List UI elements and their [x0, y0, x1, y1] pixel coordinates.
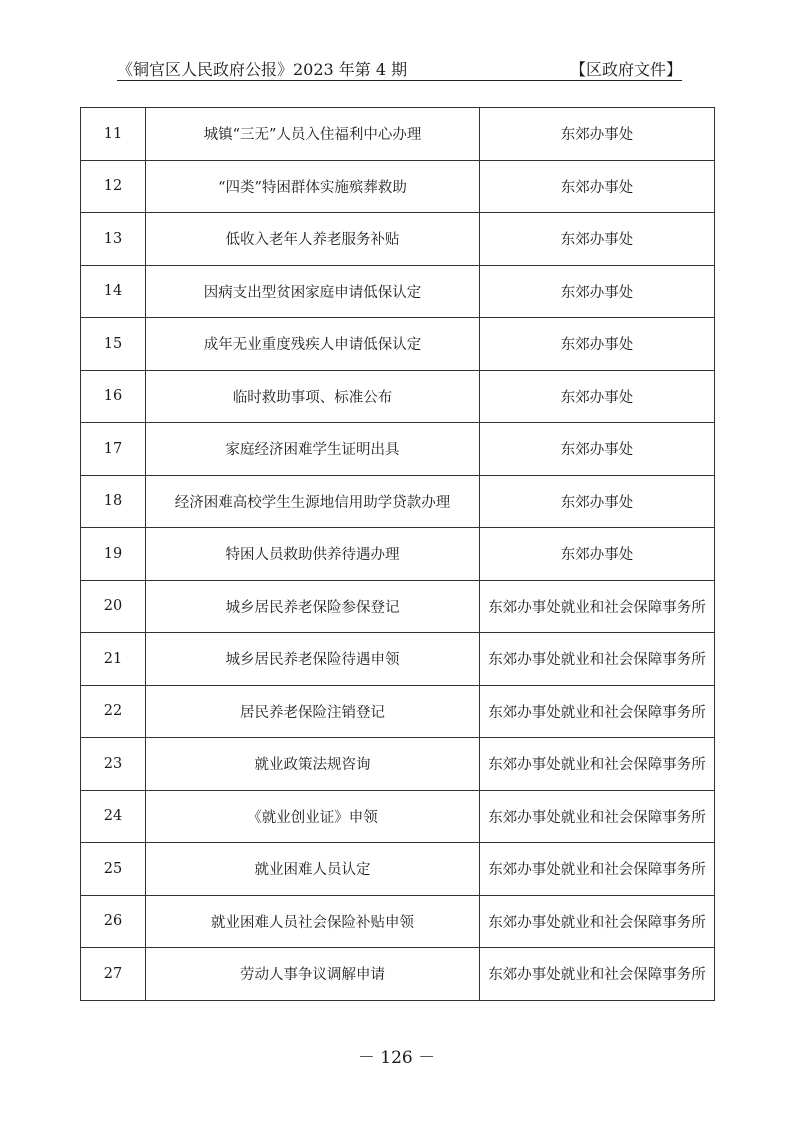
table-row [81, 738, 715, 791]
table-row [81, 265, 715, 318]
row-number-cell: 25 [81, 843, 146, 896]
row-number-cell: 19 [81, 528, 146, 581]
row-number-cell: 15 [81, 318, 146, 371]
row-number-cell: 18 [81, 475, 146, 528]
service-item-cell: 特困人员救助供养待遇办理 [146, 528, 480, 581]
service-item-cell: 城乡居民养老保险待遇申领 [146, 633, 480, 686]
table-row [81, 685, 715, 738]
service-item-cell: 低收入老年人养老服务补贴 [146, 213, 480, 266]
service-item-cell: 家庭经济困难学生证明出具 [146, 423, 480, 476]
services-table [80, 107, 715, 1001]
service-item-cell: 就业困难人员认定 [146, 843, 480, 896]
section-label: 【区政府文件】 [569, 60, 682, 79]
row-number-cell: 13 [81, 213, 146, 266]
row-number-cell: 17 [81, 423, 146, 476]
service-item-cell: 居民养老保险注销登记 [146, 685, 480, 738]
row-number-cell: 12 [81, 160, 146, 213]
service-item-cell: 经济困难高校学生生源地信用助学贷款办理 [146, 475, 480, 528]
department-cell: 东郊办事处就业和社会保障事务所 [480, 843, 715, 896]
row-number-cell: 24 [81, 790, 146, 843]
page-header [117, 52, 682, 81]
page-number: － 126 － [357, 1048, 436, 1068]
department-cell: 东郊办事处 [480, 528, 715, 581]
department-cell: 东郊办事处就业和社会保障事务所 [480, 948, 715, 1001]
table-row [81, 895, 715, 948]
table-row [81, 528, 715, 581]
service-item-cell: 就业困难人员社会保险补贴申领 [146, 895, 480, 948]
row-number-cell: 16 [81, 370, 146, 423]
department-cell: 东郊办事处就业和社会保障事务所 [480, 633, 715, 686]
row-number-cell: 22 [81, 685, 146, 738]
table-row [81, 633, 715, 686]
table-row [81, 423, 715, 476]
bulletin-title: 《铜官区人民政府公报》2023 年第 4 期 [117, 60, 408, 79]
table-row [81, 580, 715, 633]
department-cell: 东郊办事处 [480, 423, 715, 476]
table-row [81, 370, 715, 423]
department-cell: 东郊办事处就业和社会保障事务所 [480, 790, 715, 843]
service-item-cell: 劳动人事争议调解申请 [146, 948, 480, 1001]
department-cell: 东郊办事处 [480, 213, 715, 266]
service-item-cell: “四类”特困群体实施殡葬救助 [146, 160, 480, 213]
table-row [81, 475, 715, 528]
table-row [81, 843, 715, 896]
table-row [81, 160, 715, 213]
row-number-cell: 21 [81, 633, 146, 686]
table-row [81, 790, 715, 843]
table-row [81, 948, 715, 1001]
service-item-cell: 因病支出型贫困家庭申请低保认定 [146, 265, 480, 318]
service-item-cell: 城镇“三无”人员入住福利中心办理 [146, 108, 480, 161]
table-row [81, 318, 715, 371]
row-number-cell: 11 [81, 108, 146, 161]
department-cell: 东郊办事处就业和社会保障事务所 [480, 738, 715, 791]
row-number-cell: 26 [81, 895, 146, 948]
department-cell: 东郊办事处 [480, 318, 715, 371]
department-cell: 东郊办事处就业和社会保障事务所 [480, 895, 715, 948]
department-cell: 东郊办事处 [480, 160, 715, 213]
department-cell: 东郊办事处就业和社会保障事务所 [480, 580, 715, 633]
department-cell: 东郊办事处 [480, 265, 715, 318]
department-cell: 东郊办事处 [480, 108, 715, 161]
department-cell: 东郊办事处 [480, 475, 715, 528]
service-item-cell: 成年无业重度残疾人申请低保认定 [146, 318, 480, 371]
table-row [81, 108, 715, 161]
service-item-cell: 临时救助事项、标准公布 [146, 370, 480, 423]
row-number-cell: 14 [81, 265, 146, 318]
row-number-cell: 27 [81, 948, 146, 1001]
department-cell: 东郊办事处就业和社会保障事务所 [480, 685, 715, 738]
department-cell: 东郊办事处 [480, 370, 715, 423]
row-number-cell: 20 [81, 580, 146, 633]
service-item-cell: 城乡居民养老保险参保登记 [146, 580, 480, 633]
table-body [81, 108, 715, 1001]
row-number-cell: 23 [81, 738, 146, 791]
service-item-cell: 就业政策法规咨询 [146, 738, 480, 791]
table-row [81, 213, 715, 266]
service-item-cell: 《就业创业证》申领 [146, 790, 480, 843]
